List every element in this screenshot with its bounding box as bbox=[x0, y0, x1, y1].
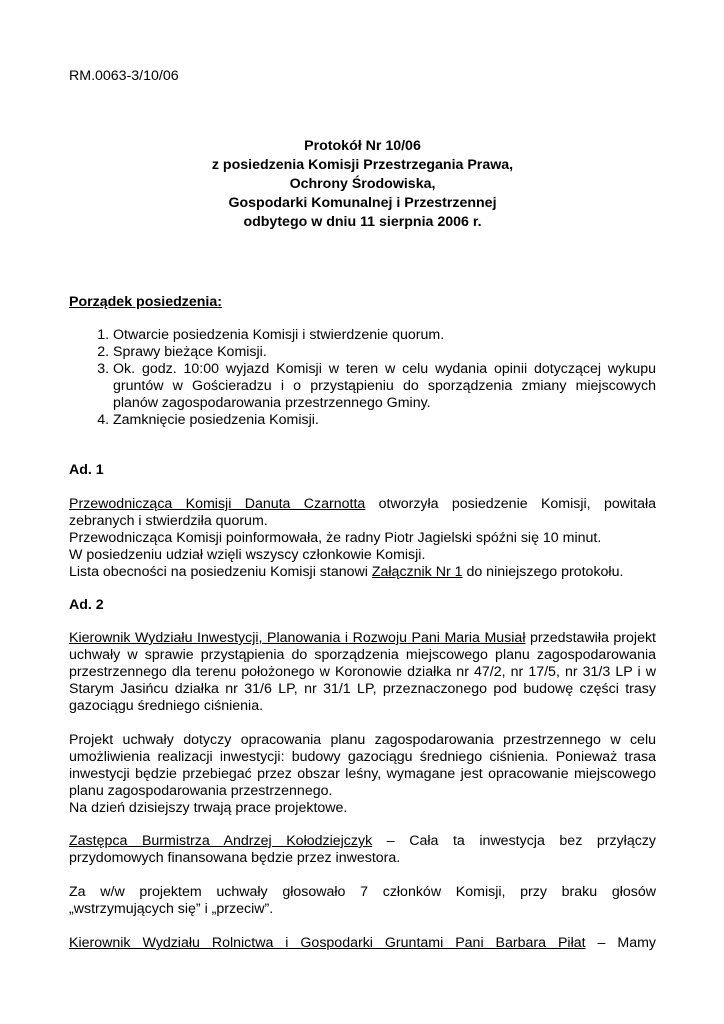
title-line-5: odbytego w dniu 11 sierpnia 2006 r. bbox=[243, 214, 482, 230]
ad1-paragraph-2: Przewodnicząca Komisji poinformowała, że radny Piotr Jagielski spóźni się 10 minut. bbox=[69, 530, 602, 546]
agenda-item: 3. Ok. godz. 10:00 wyjazd Komisji w teren w celu wydania opinii dotyczącej wykupu gruntów w Gościeradzu i o przystąpieniu do sporządzenia zmiany miejscowych planów zagospodarowania przestrzennego Gminy. bbox=[113, 361, 656, 412]
agenda-heading: Porządek posiedzenia: bbox=[69, 294, 222, 310]
ad2-paragraph-5 bbox=[69, 884, 656, 918]
paragraph-text: Projekt uchwały dotyczy opracowania planu zagospodarowania przestrzennego w celu umożliwienia realizacji inwestycji: budowy gazociągu średniego ciśnienia. Ponieważ trasa inwestycji będzie przebiegać przez obszar leśny, wymagane jest opracowanie miejscowego planu zagospodarowania przestrzennego. bbox=[69, 732, 656, 799]
ad2-paragraph-2 bbox=[69, 732, 656, 817]
paragraph-text: przedstawiła projekt uchwały w sprawie przystąpienia do sporządzenia miejscowego planu zagospodarowania przestrzennego dla terenu położonego w Koronowie działka nr 47/2, nr 17/5, nr 31/3 LP i w Starym Jasińcu działka nr 31/6 LP, nr 31/1 LP, przeznaczonego pod budowę części trasy gazociągu średniego ciśnienia. bbox=[69, 630, 657, 714]
ad1-paragraph-1 bbox=[69, 496, 656, 530]
paragraph-text: otworzyła posiedzenie Komisji, powitała zebranych i stwierdziła quorum. bbox=[69, 496, 656, 529]
title-line-2: z posiedzenia Komisji Przestrzegania Prawa, bbox=[211, 157, 514, 173]
ad1-paragraph-3: W posiedzeniu udział wzięli wszyscy członkowie Komisji. bbox=[69, 547, 426, 563]
ad1-body bbox=[69, 496, 656, 581]
ad2-paragraph-6 bbox=[69, 935, 656, 952]
speaker-name: Kierownik Wydziału Inwestycji, Planowania i Rozwoju Pani Maria Musiał bbox=[69, 630, 526, 646]
reference-number: RM.0063-3/10/06 bbox=[69, 68, 179, 84]
section-heading-ad2: Ad. 2 bbox=[69, 597, 104, 613]
ad2-paragraph-1 bbox=[69, 630, 656, 715]
paragraph-text: Za w/w projektem uchwały głosowało 7 członków Komisji, przy braku głosów „wstrzymujących się” i „przeciw”. bbox=[69, 884, 656, 917]
paragraph-text: – Cała ta inwestycja bez przyłączy przydomowych finansowana będzie przez inwestora. bbox=[69, 833, 657, 866]
speaker-name: Zastępca Burmistrza Andrzej Kołodziejczyk bbox=[69, 833, 373, 849]
section-heading-ad1: Ad. 1 bbox=[69, 462, 104, 478]
paragraph-text: Lista obecności na posiedzeniu Komisji stanowi bbox=[69, 564, 372, 580]
agenda-item: 4. Zamknięcie posiedzenia Komisji. bbox=[113, 412, 656, 429]
speaker-name: Przewodnicząca Komisji Danuta Czarnotta bbox=[69, 496, 366, 512]
paragraph-text: – Mamy bbox=[585, 935, 656, 951]
attachment-reference: Załącznik Nr 1 bbox=[371, 564, 463, 580]
title-line-4: Gospodarki Komunalnej i Przestrzennej bbox=[228, 195, 497, 211]
agenda-item: 2. Sprawy bieżące Komisji. bbox=[113, 344, 656, 361]
paragraph-text: do niniejszego protokołu. bbox=[462, 564, 624, 580]
ad1-paragraph-4 bbox=[69, 564, 656, 581]
speaker-name: Kierownik Wydziału Rolnictwa i Gospodarki Gruntami Pani Barbara Piłat bbox=[69, 935, 586, 951]
agenda-item: 1. Otwarcie posiedzenia Komisji i stwierdzenie quorum. bbox=[113, 327, 656, 344]
document-title bbox=[69, 137, 656, 232]
ad2-paragraph-3: Na dzień dzisiejszy trwają prace projektowe. bbox=[69, 800, 348, 816]
agenda-list bbox=[69, 327, 656, 429]
title-line-3: Ochrony Środowiska, bbox=[289, 176, 436, 192]
title-line-1: Protokół Nr 10/06 bbox=[304, 138, 421, 154]
ad2-paragraph-4 bbox=[69, 833, 656, 867]
